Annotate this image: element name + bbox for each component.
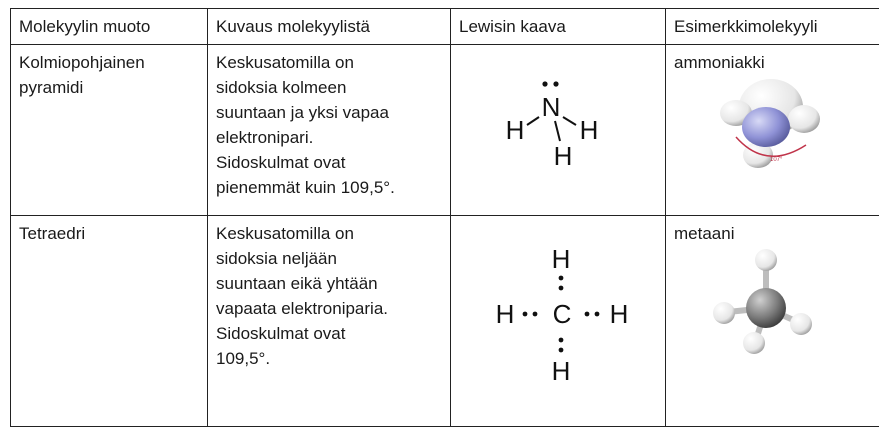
hydrogen-atom: H [610, 299, 629, 329]
electron-dot [595, 312, 600, 317]
description-line: vapaata elektroniparia. [216, 296, 442, 321]
lone-pair-dot [553, 81, 558, 86]
description-line: Keskusatomilla on [216, 221, 442, 246]
description-line: elektronipari. [216, 125, 442, 150]
lewis-cell [451, 216, 666, 427]
hydrogen-atom: H [506, 115, 525, 145]
hydrogen-atom: H [554, 141, 573, 171]
header-lewis: Lewisin kaava [451, 9, 666, 45]
description-line: Keskusatomilla on [216, 50, 442, 75]
methane-lewis-structure [451, 216, 649, 421]
example-name: ammoniakki [674, 50, 879, 75]
electron-dot [559, 338, 564, 343]
shape-cell [11, 216, 208, 427]
description-line: suuntaan eikä yhtään [216, 271, 442, 296]
description-line: Sidoskulmat ovat [216, 321, 442, 346]
electron-dot [533, 312, 538, 317]
electron-dot [585, 312, 590, 317]
shape-cell [11, 45, 208, 216]
example-cell [666, 216, 879, 427]
description-line: suuntaan ja yksi vapaa [216, 100, 442, 125]
nitrogen-atom: N [542, 92, 561, 122]
description-line: sidoksia neljään [216, 246, 442, 271]
hydrogen-atom: H [496, 299, 515, 329]
example-name: metaani [674, 221, 879, 246]
bond-line [563, 117, 576, 125]
electron-dot [559, 276, 564, 281]
description-cell [208, 45, 451, 216]
electron-dot [559, 348, 564, 353]
description-line: 109,5°. [216, 346, 442, 371]
lone-pair-dot [542, 81, 547, 86]
carbon-atom: C [553, 299, 572, 329]
hydrogen-atom: H [552, 356, 571, 386]
molecule-shape-table [10, 8, 879, 427]
header-shape: Molekyylin muoto [11, 9, 208, 45]
nitrogen-ball [742, 107, 790, 147]
carbon-ball [746, 288, 786, 328]
shape-line: Kolmiopohjainen [19, 50, 199, 75]
hydrogen-ball [755, 249, 777, 271]
bond-line [555, 121, 560, 141]
header-example: Esimerkkimolekyyli [666, 9, 879, 45]
electron-dot [559, 286, 564, 291]
hydrogen-ball [743, 332, 765, 354]
table-row [11, 45, 879, 216]
description-line: Sidoskulmat ovat [216, 150, 442, 175]
table-row [11, 216, 879, 427]
lewis-cell [451, 45, 666, 216]
hydrogen-atom: H [580, 115, 599, 145]
bond-angle-label: 107° [770, 157, 783, 163]
methane-ball-model [666, 216, 876, 396]
hydrogen-ball [790, 313, 812, 335]
shape-line: Tetraedri [19, 221, 199, 246]
ammonia-ball-model [666, 45, 876, 185]
hydrogen-ball [788, 105, 820, 133]
description-cell [208, 216, 451, 427]
shape-line: pyramidi [19, 75, 199, 100]
bond-line [527, 117, 539, 125]
header-row [11, 9, 879, 45]
example-cell [666, 45, 879, 216]
description-line: sidoksia kolmeen [216, 75, 442, 100]
hydrogen-atom: H [552, 244, 571, 274]
hydrogen-ball [713, 302, 735, 324]
electron-dot [523, 312, 528, 317]
header-description: Kuvaus molekyylistä [208, 9, 451, 45]
ammonia-lewis-structure [451, 45, 649, 215]
description-line: pienemmät kuin 109,5°. [216, 175, 442, 200]
